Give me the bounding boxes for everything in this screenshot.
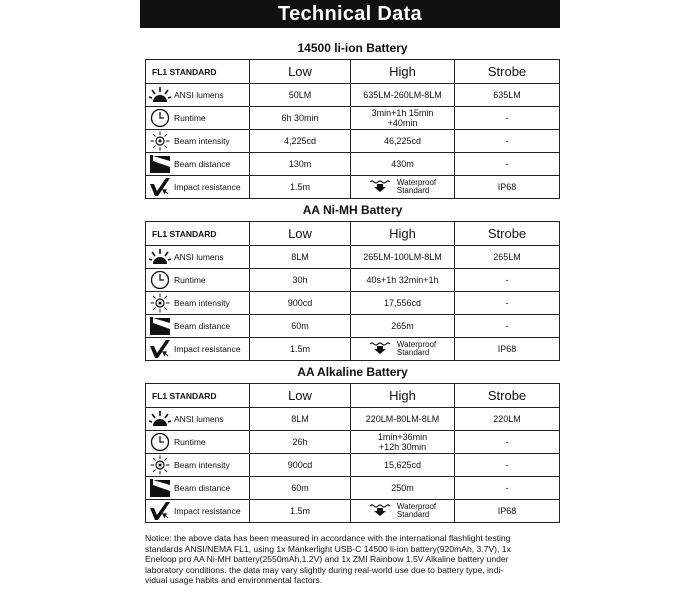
lumens-icon bbox=[149, 85, 171, 105]
waterproof-icon bbox=[369, 504, 391, 518]
feature-label: Runtime bbox=[174, 437, 206, 447]
high-value bbox=[351, 408, 455, 431]
strobe-value: 265LM bbox=[455, 246, 560, 269]
standard-header: FL1 STANDARD bbox=[146, 60, 250, 84]
feature-cell bbox=[146, 454, 250, 477]
high-value-line: 265m bbox=[391, 321, 414, 331]
low-header: Low bbox=[250, 384, 351, 408]
table-row bbox=[146, 408, 560, 431]
feature-cell bbox=[146, 408, 250, 431]
low-header: Low bbox=[250, 222, 351, 246]
high-value bbox=[351, 130, 455, 153]
header-row bbox=[146, 222, 560, 246]
high-value bbox=[351, 107, 455, 130]
strobe-value: - bbox=[455, 153, 560, 176]
feature-cell bbox=[146, 269, 250, 292]
table-row bbox=[146, 84, 560, 107]
high-value bbox=[351, 292, 455, 315]
feature-label: Beam intensity bbox=[174, 460, 230, 470]
table-row bbox=[146, 477, 560, 500]
low-header: Low bbox=[250, 60, 351, 84]
notice-line: Notice: the above data has been measured in accordance with the international flashlight testing bbox=[145, 533, 511, 543]
beam-intensity-icon bbox=[149, 131, 171, 151]
feature-label: ANSI lumens bbox=[174, 90, 224, 100]
high-value-line: 3min+1h 15min bbox=[371, 108, 434, 118]
notice-text bbox=[145, 533, 570, 586]
low-value: 30h bbox=[250, 269, 351, 292]
high-value-line: 220LM-80LM-8LM bbox=[365, 414, 440, 424]
beam-distance-icon bbox=[149, 478, 171, 498]
beam-intensity-icon bbox=[149, 293, 171, 313]
standard-header: FL1 STANDARD bbox=[146, 222, 250, 246]
low-value: 8LM bbox=[250, 408, 351, 431]
section-title: 14500 li-ion Battery bbox=[297, 41, 408, 55]
low-value: 4,225cd bbox=[250, 130, 351, 153]
impact-icon bbox=[149, 501, 171, 521]
feature-cell bbox=[146, 130, 250, 153]
strobe-header: Strobe bbox=[455, 384, 560, 408]
high-value-line: 1min+36min bbox=[377, 432, 428, 442]
feature-cell bbox=[146, 107, 250, 130]
waterproof-label: Waterproof bbox=[396, 340, 437, 349]
strobe-value: - bbox=[455, 431, 560, 454]
tech-data-table bbox=[145, 37, 560, 523]
low-value: 1.5m bbox=[250, 338, 351, 361]
high-value-line: 15,625cd bbox=[383, 460, 422, 470]
strobe-value: 635LM bbox=[455, 84, 560, 107]
header-row bbox=[146, 60, 560, 84]
beam-distance-icon bbox=[149, 154, 171, 174]
strobe-value: IP68 bbox=[455, 338, 560, 361]
high-value-line: 635LM-260LM-8LM bbox=[363, 90, 442, 100]
beam-intensity-icon bbox=[149, 455, 171, 475]
high-value-line: 430m bbox=[391, 159, 414, 169]
waterproof-cell bbox=[351, 338, 455, 361]
high-header: High bbox=[351, 222, 455, 246]
waterproof-cell bbox=[351, 500, 455, 523]
clock-icon bbox=[149, 432, 171, 452]
feature-label: Runtime bbox=[174, 113, 206, 123]
page-title: Technical Data bbox=[140, 0, 560, 28]
strobe-value: - bbox=[455, 269, 560, 292]
low-value: 130m bbox=[250, 153, 351, 176]
low-value: 26h bbox=[250, 431, 351, 454]
strobe-value: - bbox=[455, 454, 560, 477]
notice-line: standards ANSI/NEMA FL1, using 1x Mankerlight USB-C 14500 li-ion battery(920mAh, 3.7V), 1x bbox=[145, 543, 511, 554]
high-value-line: 46,225cd bbox=[383, 136, 422, 146]
low-value: 60m bbox=[250, 477, 351, 500]
waterproof-icon bbox=[369, 342, 391, 356]
feature-label: Impact resistance bbox=[174, 182, 241, 192]
waterproof-label: Waterproof bbox=[396, 178, 437, 187]
table-row bbox=[146, 246, 560, 269]
low-value: 900cd bbox=[250, 454, 351, 477]
table-row bbox=[146, 153, 560, 176]
feature-label: ANSI lumens bbox=[174, 414, 224, 424]
table-row bbox=[146, 431, 560, 454]
feature-cell bbox=[146, 431, 250, 454]
notice-line: laboratory conditions. the data may vary slightly during real-world use due to battery type, indi- bbox=[145, 564, 504, 575]
table-row bbox=[146, 130, 560, 153]
clock-icon bbox=[149, 108, 171, 128]
feature-label: Impact resistance bbox=[174, 344, 241, 354]
feature-cell bbox=[146, 246, 250, 269]
strobe-header: Strobe bbox=[455, 222, 560, 246]
lumens-icon bbox=[149, 409, 171, 429]
strobe-value: - bbox=[455, 292, 560, 315]
waterproof-label: Standard bbox=[396, 186, 430, 195]
feature-label: Beam intensity bbox=[174, 136, 230, 146]
high-value-line: +12h 30min bbox=[378, 442, 427, 452]
low-value: 1.5m bbox=[250, 500, 351, 523]
feature-label: Beam distance bbox=[174, 321, 231, 331]
feature-cell bbox=[146, 84, 250, 107]
table-row bbox=[146, 315, 560, 338]
waterproof-label: Waterproof bbox=[396, 502, 437, 511]
feature-label: Beam distance bbox=[174, 159, 231, 169]
high-value bbox=[351, 315, 455, 338]
feature-label: Beam distance bbox=[174, 483, 231, 493]
low-value: 8LM bbox=[250, 246, 351, 269]
feature-cell bbox=[146, 292, 250, 315]
high-value bbox=[351, 269, 455, 292]
high-header: High bbox=[351, 384, 455, 408]
feature-cell bbox=[146, 500, 250, 523]
tech-data-sheet bbox=[145, 37, 559, 523]
feature-cell bbox=[146, 338, 250, 361]
strobe-value: IP68 bbox=[455, 176, 560, 199]
feature-cell bbox=[146, 176, 250, 199]
strobe-value: - bbox=[455, 107, 560, 130]
feature-label: ANSI lumens bbox=[174, 252, 224, 262]
feature-label: Runtime bbox=[174, 275, 206, 285]
strobe-value: - bbox=[455, 315, 560, 338]
high-value-line: 40s+1h 32min+1h bbox=[366, 275, 439, 285]
section-title: AA Alkaline Battery bbox=[297, 365, 408, 379]
high-value-line: 250m bbox=[391, 483, 414, 493]
high-value bbox=[351, 153, 455, 176]
high-value bbox=[351, 454, 455, 477]
header-row bbox=[146, 384, 560, 408]
feature-label: Beam intensity bbox=[174, 298, 230, 308]
high-value bbox=[351, 431, 455, 454]
notice-line: Eneloop pro AA Ni-MH battery(2550mAh,1.2V) and 1x ZMI Rainbow 1.5V Alkaline battery under bbox=[145, 554, 509, 565]
feature-cell bbox=[146, 153, 250, 176]
high-value bbox=[351, 84, 455, 107]
strobe-header: Strobe bbox=[455, 60, 560, 84]
high-header: High bbox=[351, 60, 455, 84]
high-value-line: 17,556cd bbox=[383, 298, 422, 308]
strobe-value: 220LM bbox=[455, 408, 560, 431]
notice-line: vidual usage habits and environmental factors. bbox=[145, 575, 323, 586]
waterproof-cell bbox=[351, 176, 455, 199]
strobe-value: - bbox=[455, 130, 560, 153]
standard-header: FL1 STANDARD bbox=[146, 384, 250, 408]
table-row bbox=[146, 454, 560, 477]
table-row bbox=[146, 338, 560, 361]
clock-icon bbox=[149, 270, 171, 290]
strobe-value: IP68 bbox=[455, 500, 560, 523]
impact-icon bbox=[149, 339, 171, 359]
high-value bbox=[351, 477, 455, 500]
feature-cell bbox=[146, 315, 250, 338]
waterproof-label: Standard bbox=[396, 510, 430, 519]
table-row bbox=[146, 269, 560, 292]
strobe-value: - bbox=[455, 477, 560, 500]
table-row bbox=[146, 176, 560, 199]
impact-icon bbox=[149, 177, 171, 197]
low-value: 1.5m bbox=[250, 176, 351, 199]
high-value-line: 265LM-100LM-8LM bbox=[363, 252, 442, 262]
section-title: AA Ni-MH Battery bbox=[302, 203, 403, 217]
beam-distance-icon bbox=[149, 316, 171, 336]
table-row bbox=[146, 292, 560, 315]
low-value: 50LM bbox=[250, 84, 351, 107]
table-row bbox=[146, 107, 560, 130]
feature-cell bbox=[146, 477, 250, 500]
low-value: 60m bbox=[250, 315, 351, 338]
low-value: 6h 30min bbox=[250, 107, 351, 130]
lumens-icon bbox=[149, 247, 171, 267]
feature-label: Impact resistance bbox=[174, 506, 241, 516]
table-row bbox=[146, 500, 560, 523]
waterproof-label: Standard bbox=[396, 348, 430, 357]
waterproof-icon bbox=[369, 180, 391, 194]
high-value-line: +40min bbox=[387, 118, 418, 128]
low-value: 900cd bbox=[250, 292, 351, 315]
high-value bbox=[351, 246, 455, 269]
